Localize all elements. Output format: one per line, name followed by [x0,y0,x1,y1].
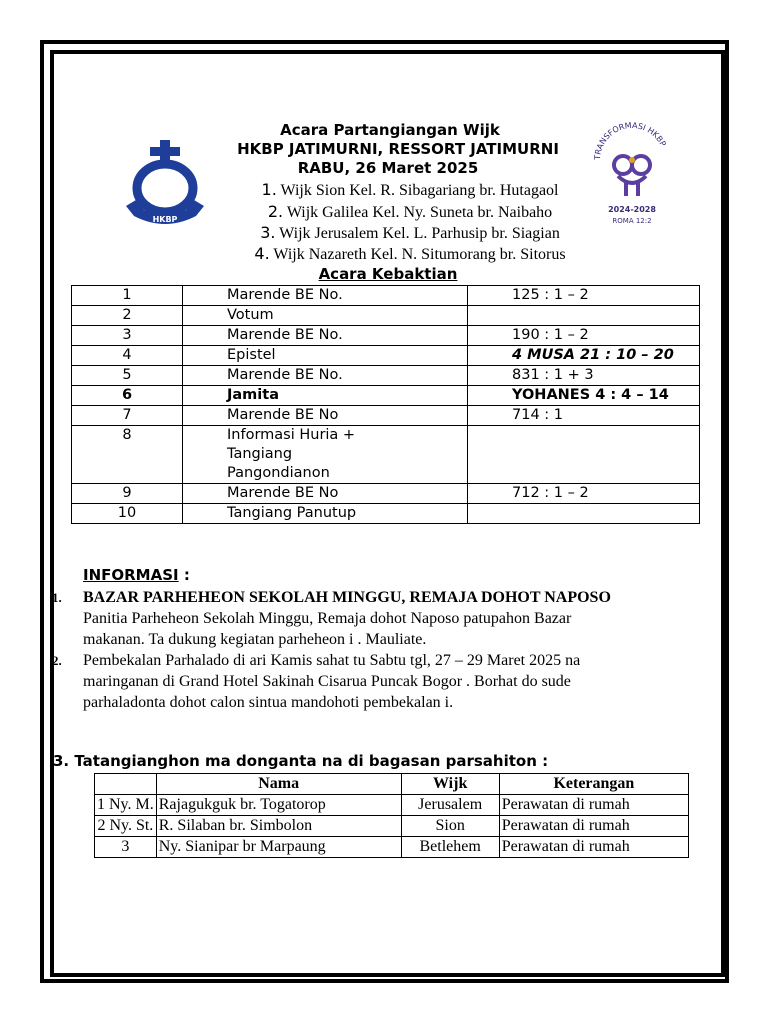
row-note: Perawatan di rumah [499,795,688,816]
row-number: 3 [72,326,183,346]
row-reference: 125 : 1 – 2 [468,286,700,306]
wijk-host-3 [200,223,620,244]
svg-text:TRANSFORMASI HKBP: TRANSFORMASI HKBP [592,120,668,161]
table-row [72,346,700,366]
column-header: Keterangan [499,774,688,795]
informasi-heading-text: INFORMASI [83,566,179,584]
svg-text:2024-2028: 2024-2028 [608,205,656,214]
row-item: Marende BE No. [183,286,468,306]
wijk-number: 3. [260,223,276,242]
row-item: Marende BE No [183,406,468,426]
row-number: 2 [72,306,183,326]
informasi-heading-colon: : [178,566,190,584]
table-header-row [95,774,689,795]
wijk-number: 1. [261,180,277,199]
info-title: BAZAR PARHEHEON SEKOLAH MINGGU, REMAJA DOHOT NAPOSO [83,589,611,606]
row-number: 1 [72,286,183,306]
row-number [95,816,157,837]
info-number: 2. [52,653,62,668]
wijk-number: 2. [267,202,284,221]
church-name: HKBP JATIMURNI, RESSORT JATIMURNI [237,140,559,158]
row-reference [468,426,700,484]
program-table [71,285,700,524]
row-number: 9 [72,484,183,504]
wijk-host-4 [200,244,620,265]
row-reference: 190 : 1 – 2 [468,326,700,346]
table-row [72,366,700,386]
row-reference [468,504,700,524]
column-header: Wijk [401,774,499,795]
row-reference: YOHANES 4 : 4 – 14 [468,386,700,406]
row-name: Rajagukguk br. Togatorop [156,795,401,816]
table-row [72,406,700,426]
row-reference: 714 : 1 [468,406,700,426]
row-item-line: Pangondianon [227,465,330,481]
row-number [95,837,157,858]
row-number-value: 2 [97,817,106,834]
info-number: 1. [52,590,62,605]
row-number: 5 [72,366,183,386]
row-wijk: Sion [401,816,499,837]
table-row [72,484,700,504]
name-prefix: Ny. St. [109,817,154,834]
row-item: Marende BE No. [183,326,468,346]
row-number: 8 [72,426,183,484]
row-note: Perawatan di rumah [499,837,688,858]
name-prefix: Ny. M. [109,796,154,813]
wijk-host-2 [200,202,620,223]
row-wijk: Betlehem [401,837,499,858]
column-header [95,774,157,795]
row-number [95,795,157,816]
section-title: Acara Kebaktian [318,265,458,283]
wijk-text: Wijk Galilea Kel. Ny. Suneta br. Naibaho [286,204,553,221]
info-line: Pembekalan Parhalado di ari Kamis sahat tu Sabtu tgl, 27 – 29 Maret 2025 na [83,652,581,669]
info-line: Panitia Parheheon Sekolah Minggu, Remaja dohot Naposo patupahon Bazar [83,610,572,627]
info-line: makanan. Ta dukung kegiatan parheheon i . Mauliate. [83,631,427,648]
sick-list-table [94,773,689,858]
table-row [95,837,689,858]
table-row [72,306,700,326]
info-item-1 [83,587,683,650]
document-title: Acara Partangiangan Wijk [280,121,500,139]
row-reference [468,306,700,326]
row-item [183,426,468,484]
table-row [95,816,689,837]
row-name: R. Silaban br. Simbolon [156,816,401,837]
row-item: Epistel [183,346,468,366]
table-row [72,286,700,306]
wijk-text: Wijk Nazareth Kel. N. Situmorang br. Sitorus [273,246,566,263]
wijk-host-1 [200,180,620,201]
table-row [72,504,700,524]
row-wijk: Jerusalem [401,795,499,816]
sick-list-title: 3. Tatangianghon ma donganta na di bagasan parsahiton : [53,752,549,770]
table-row [72,386,700,406]
wijk-number: 4. [254,244,270,263]
row-name: Ny. Sianipar br Marpaung [156,837,401,858]
row-item: Marende BE No [183,484,468,504]
row-number: 10 [72,504,183,524]
row-item: Jamita [183,386,468,406]
row-item: Tangiang Panutup [183,504,468,524]
svg-text:HKBP: HKBP [152,215,178,224]
row-item-line: Informasi Huria + [227,427,356,443]
info-item-2 [83,650,683,713]
row-number-value: 1 [97,796,105,813]
wijk-text: Wijk Jerusalem Kel. L. Parhusip br. Siagian [279,225,560,242]
informasi-heading [83,566,190,584]
column-header: Nama [156,774,401,795]
table-row [95,795,689,816]
info-line: parhaladonta dohot calon sintua mandohoti pembekalan i. [83,694,454,711]
row-number: 4 [72,346,183,366]
table-row [72,326,700,346]
row-note: Perawatan di rumah [499,816,688,837]
row-number-value: 3 [121,838,130,855]
row-item: Votum [183,306,468,326]
wijk-text: Wijk Sion Kel. R. Sibagariang br. Hutagaol [280,182,559,199]
svg-text:ROMA 12:2: ROMA 12:2 [612,217,652,225]
row-item: Marende BE No. [183,366,468,386]
row-number: 7 [72,406,183,426]
row-item-line: Tangiang [227,446,293,462]
info-line: maringanan di Grand Hotel Sakinah Cisarua Puncak Bogor . Borhat do sude [83,673,571,690]
row-number: 6 [72,386,183,406]
row-reference: 831 : 1 + 3 [468,366,700,386]
row-reference: 712 : 1 – 2 [468,484,700,504]
table-row [72,426,700,484]
event-date: RABU, 26 Maret 2025 [297,159,479,177]
row-reference: 4 MUSA 21 : 10 – 20 [468,346,700,366]
